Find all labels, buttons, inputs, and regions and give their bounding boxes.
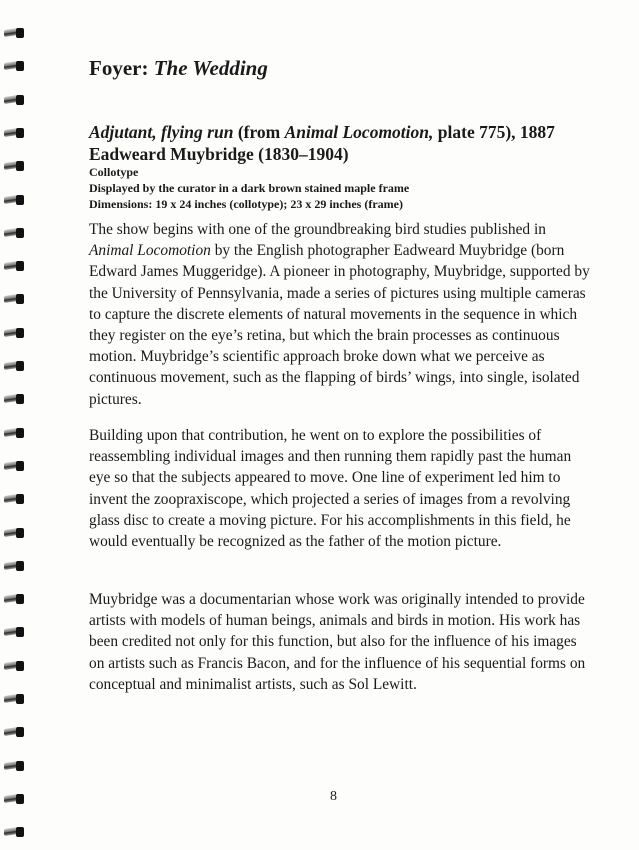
binding-coil: [4, 26, 24, 39]
binding-coil: [4, 426, 24, 439]
binding-coil: [4, 326, 24, 339]
page-number: 8: [330, 789, 337, 804]
binding-coil: [4, 725, 24, 738]
binding-coil: [4, 659, 24, 672]
artwork-title-block: [89, 121, 589, 165]
binding-coil: [4, 226, 24, 239]
binding-coil: [4, 93, 24, 106]
binding-coil: [4, 492, 24, 505]
spiral-binding: [0, 0, 30, 850]
binding-coil: [4, 159, 24, 172]
heading-prefix: Foyer:: [89, 56, 154, 80]
binding-coil: [4, 825, 24, 838]
binding-coil: [4, 292, 24, 305]
binding-coil: [4, 59, 24, 72]
artwork-title: [89, 122, 555, 142]
artwork-title-italic: Adjutant, flying run: [89, 122, 234, 142]
binding-coil: [4, 692, 24, 705]
binding-coil: [4, 259, 24, 272]
heading-emphasis: The Wedding: [153, 56, 268, 80]
binding-coil: [4, 592, 24, 605]
artwork-title-from: (from: [233, 122, 285, 142]
binding-coil: [4, 193, 24, 206]
binding-coil: [4, 625, 24, 638]
binding-coil: [4, 126, 24, 139]
binding-coil: [4, 459, 24, 472]
artist-name: Eadweard Muybridge (1830–1904): [89, 144, 349, 164]
body-paragraph-2: Building upon that contribution, he went on to explore the possibilities of reassembling individual images and then running them rapidly past the human eye so that the subjects appeared to move. One line of experiment led him to invent the zoopraxiscope, which projected a series of images from a revolving glass disc to create a moving picture. For his accomplishments in this field, he would eventually be recognized as the father of the motion picture.: [89, 427, 572, 551]
artwork-dimensions: Dimensions: 19 x 24 inches (collotype); 23 x 29 inches (frame): [89, 197, 403, 211]
body-paragraph-1: [89, 219, 591, 410]
p1-book-title: Animal Locomotion: [89, 242, 211, 260]
artwork-display-note: Displayed by the curator in a dark brown stained maple frame: [89, 181, 410, 195]
artwork-plate-year: plate 775), 1887: [433, 122, 555, 142]
binding-coil: [4, 526, 24, 539]
binding-coil: [4, 359, 24, 372]
binding-coil: [4, 392, 24, 405]
p1-text-before: The show begins with one of the groundbreaking bird studies published in: [89, 221, 546, 238]
body-paragraph-3: Muybridge was a documentarian whose work was originally intended to provide artists with models of human beings, animals and birds in motion. His work has been credited not only for this function, but also for the influence of his images on artists such as Francis Bacon, and for the influence of his sequential forms on conceptual and minimalist artists, such as Sol Lewitt.: [89, 591, 586, 693]
p1-text-after: by the English photographer Eadweard Muybridge (born Edward James Muggeridge). A pioneer in photography, Muybridge, supported by the University of Pennsylvania, made a series of pictures using multiple cameras to capture the discrete elements of natural movements in the sequence in which they register on the eye’s retina, but which the brain processes as continuous motion. Muybridge’s scientific approach broke down what we perceive as continuous movement, such as the flapping of birds’ wings, into single, isolated pictures.: [89, 242, 590, 408]
artwork-source-italic: Animal Locomotion,: [284, 122, 434, 142]
artwork-details: [89, 164, 589, 212]
section-heading: [89, 56, 268, 81]
binding-coil: [4, 759, 24, 772]
artwork-medium: Collotype: [89, 165, 139, 179]
binding-coil: [4, 559, 24, 572]
